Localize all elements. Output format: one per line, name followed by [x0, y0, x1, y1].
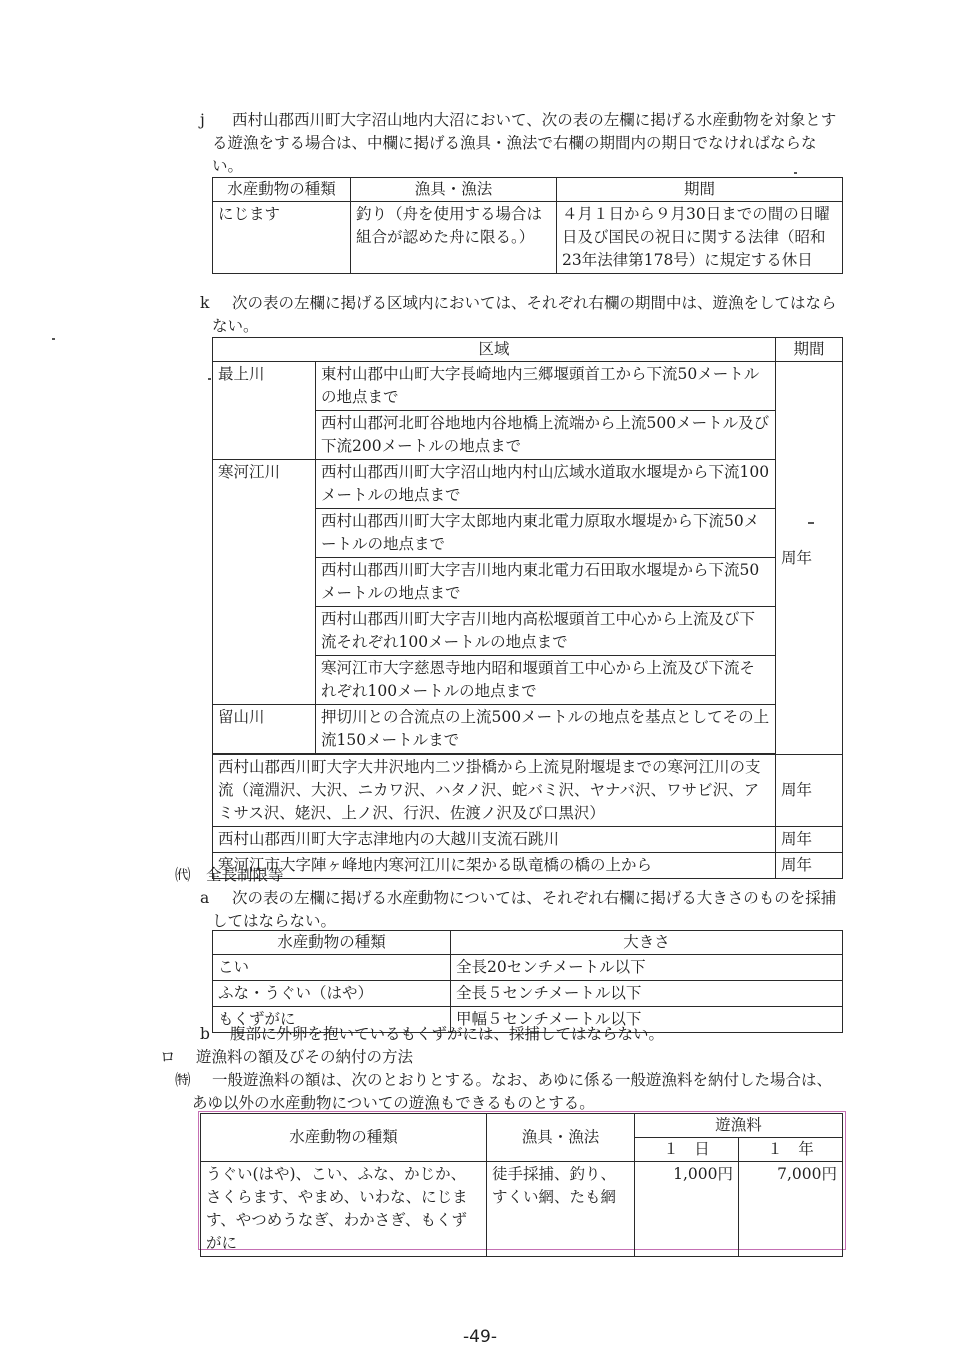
page-number: -49- [463, 1327, 497, 1347]
k-river-sagae: 寒河江川 [213, 460, 316, 705]
size-header-species: 水産動物の種類 [213, 931, 451, 955]
k-table [212, 337, 843, 879]
k-area: 西村山郡西川町大字吉川地内高松堰頭首工中心から上流及び下流それぞれ100メートルの地点まで [316, 607, 776, 656]
j-header-gear: 漁具・漁法 [351, 178, 557, 202]
b-marker: b [200, 1025, 210, 1043]
scan-speck [794, 172, 797, 174]
k-extra-period: 周年 [776, 827, 843, 853]
size-species: もくずがに [213, 1007, 451, 1033]
a-paragraph: 次の表の左欄に掲げる水産動物については、それぞれ右欄に掲げる大きさのものを採捕してはならない。 [212, 889, 837, 930]
fee-gear: 徒手採捕、釣り、すくい網、たも網 [487, 1162, 635, 1257]
k-area: 西村山郡西川町大字吉川地内東北電力石田取水堰堤から下流50メートルの地点まで [316, 558, 776, 607]
fee-heading: 遊漁料の額及びその納付の方法 [196, 1048, 414, 1066]
k-paragraph: 次の表の左欄に掲げる区域内においては、それぞれ右欄の期間中は、遊漁をしてはならない。 [212, 294, 837, 335]
size-table [212, 930, 843, 1033]
k-marker: k [200, 294, 210, 312]
fee-header-day: １ 日 [635, 1138, 739, 1162]
k-extra-area: 寒河江市大字陣ヶ峰地内寒河江川に架かる臥竜橋の橋の上から [213, 853, 776, 879]
size-species: ふな・うぐい（はや） [213, 981, 451, 1007]
fee-marker: ロ [160, 1048, 176, 1066]
b-paragraph: 腹部に外卵を抱いているもくずがには、採捕してはならない。 [230, 1025, 665, 1043]
size-value: 全長５センチメートル以下 [451, 981, 843, 1007]
fee-header-species: 水産動物の種類 [201, 1114, 487, 1162]
fee-i-paragraph: 一般遊漁料の額は、次のとおりとする。なお、あゆに係る一般遊漁料を納付した場合は、あゆ以外の水産動物についての遊漁もできるものとする。 [192, 1071, 833, 1112]
fee-i-marker: ㈵ [175, 1071, 191, 1089]
j-header-species: 水産動物の種類 [213, 178, 351, 202]
k-extra-area: 西村山郡西川町大字大井沢地内二ツ掛橋から上流見附堰堤までの寒河江川の支流（滝淵沢、大沢、ニカワ沢、ハタノ沢、蛇バミ沢、ヤナバ沢、ワサビ沢、アミサス沢、姥沢、上ノ沢、行沢、佐渡ノ沢及び口黒沢） [213, 755, 776, 827]
scan-speck [808, 522, 814, 524]
j-marker: j [200, 111, 205, 129]
size-header-size: 大きさ [451, 931, 843, 955]
scan-speck [52, 338, 55, 340]
size-value: 全長20センチメートル以下 [451, 955, 843, 981]
k-river-tomeyama: 留山川 [213, 705, 316, 754]
size-limit-heading: ㈹ 全長制限等 [175, 866, 284, 884]
j-cell-gear: 釣り（舟を使用する場合は組合が認めた舟に限る。） [351, 202, 557, 274]
fee-header-year: １ 年 [739, 1138, 843, 1162]
k-area: 寒河江市大字慈恩寺地内昭和堰頭首工中心から上流及び下流それぞれ100メートルの地点まで [316, 656, 776, 705]
k-extra-period: 周年 [776, 755, 843, 827]
fee-header-fee: 遊漁料 [635, 1114, 843, 1138]
k-area: 西村山郡西川町大字太郎地内東北電力原取水堰堤から下流50メートルの地点まで [316, 509, 776, 558]
fee-table [200, 1113, 843, 1257]
fee-day-amount: 1,000円 [635, 1162, 739, 1257]
k-area: 押切川との合流点の上流500メートルの地点を基点としてその上流150メートルまで [316, 705, 776, 754]
j-cell-period: ４月１日から９月30日までの間の日曜日及び国民の祝日に関する法律（昭和23年法律第178号）に規定する休日 [557, 202, 843, 274]
j-table [212, 177, 843, 274]
k-area: 西村山郡河北町谷地地内谷地橋上流端から上流500メートル及び下流200メートルの地点まで [316, 411, 776, 460]
fee-year-amount: 7,000円 [739, 1162, 843, 1257]
scan-speck [208, 378, 211, 380]
fee-header-gear: 漁具・漁法 [487, 1114, 635, 1162]
k-extra-area: 西村山郡西川町大字志津地内の大越川支流石跳川 [213, 827, 776, 853]
k-header-period: 期間 [776, 338, 843, 362]
k-extra-period: 周年 [776, 853, 843, 879]
j-paragraph: 西村山郡西川町大字沼山地内大沼において、次の表の左欄に掲げる水産動物を対象とする遊漁をする場合は、中欄に掲げる漁具・漁法で右欄の期間内の期日でなければならない。 [212, 111, 837, 175]
size-species: こい [213, 955, 451, 981]
k-area: 東村山郡中山町大字長崎地内三郷堰頭首工から下流50メートルの地点まで [316, 362, 776, 411]
k-merged-period: 周年 [776, 362, 843, 755]
j-header-period: 期間 [557, 178, 843, 202]
a-marker: a [200, 889, 210, 907]
k-river-mogami: 最上川 [213, 362, 316, 460]
fee-species: うぐい(はや)、こい、ふな、かじか、さくらます、やまめ、いわな、にじます、やつめうなぎ、わかさぎ、もくずがに [201, 1162, 487, 1257]
size-value: 甲幅５センチメートル以下 [451, 1007, 843, 1033]
k-header-area: 区域 [213, 338, 776, 362]
k-area: 西村山郡西川町大字沼山地内村山広域水道取水堰堤から下流100メートルの地点まで [316, 460, 776, 509]
j-cell-species: にじます [213, 202, 351, 274]
